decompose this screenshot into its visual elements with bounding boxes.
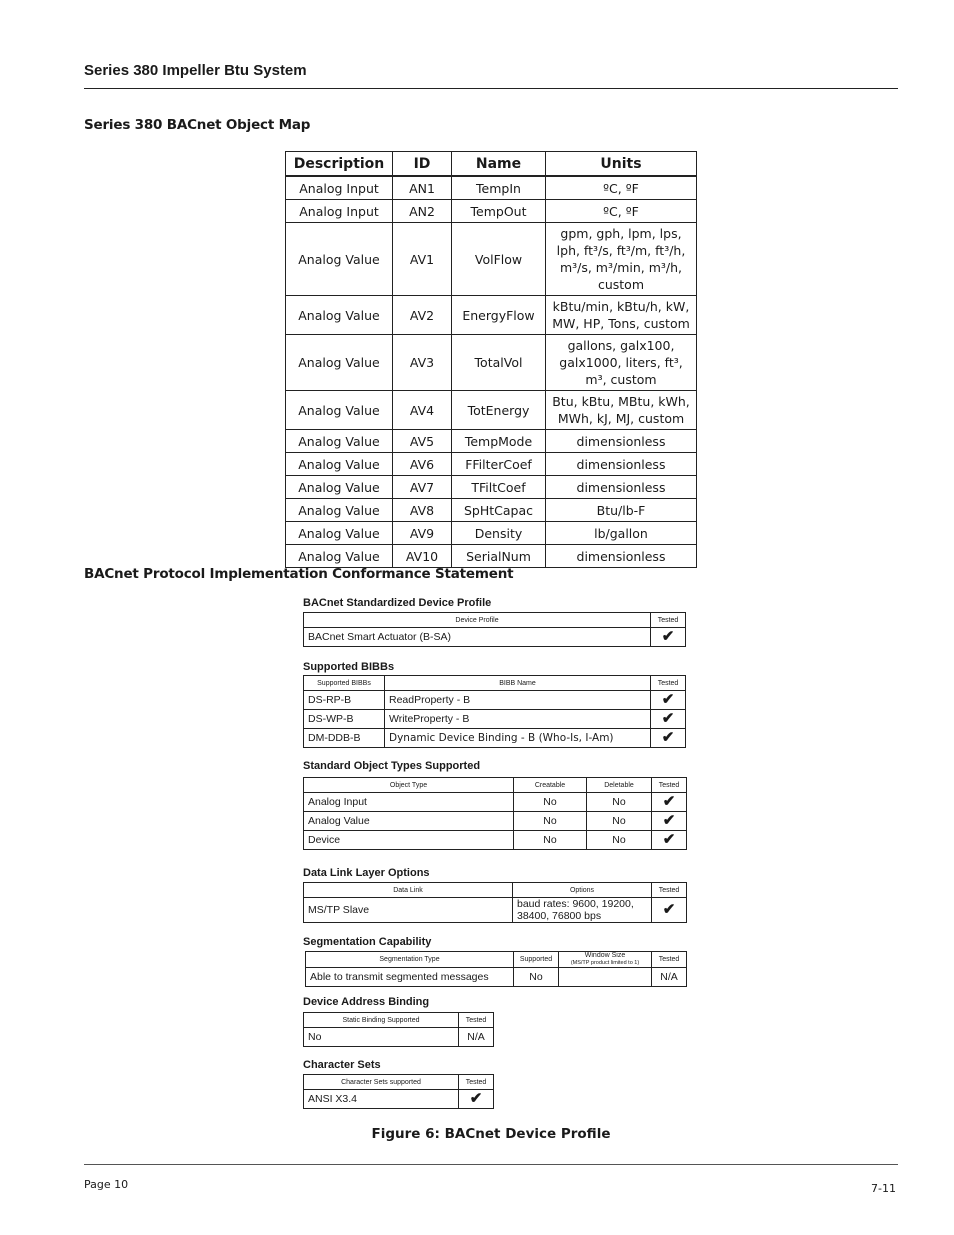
check-icon: ✔	[651, 729, 686, 748]
cell-units: dimensionless	[546, 430, 697, 453]
column-header-id: ID	[393, 152, 452, 177]
column-header: Tested	[652, 778, 687, 793]
footer-divider	[84, 1164, 898, 1165]
table-row	[286, 296, 697, 335]
segmentation-tested: N/A	[652, 968, 687, 987]
check-icon: ✔	[651, 628, 686, 647]
table-row	[286, 476, 697, 499]
object-type: Analog Input	[304, 793, 514, 812]
table-row	[286, 335, 697, 391]
cell-name: SpHtCapac	[452, 499, 546, 522]
cell-id: AV5	[393, 430, 452, 453]
table-header-row	[306, 952, 687, 968]
cell-description: Analog Value	[286, 476, 393, 499]
table-header-row	[304, 883, 687, 898]
segmentation-supported: No	[514, 968, 559, 987]
table-header-row	[304, 1075, 494, 1090]
page-header-title: Series 380 Impeller Btu System	[84, 62, 307, 79]
segmentation-title: Segmentation Capability	[303, 936, 432, 948]
object-map-title: Series 380 BACnet Object Map	[84, 117, 311, 133]
cell-name: TotalVol	[452, 335, 546, 391]
cell-name: FFilterCoef	[452, 453, 546, 476]
table-row	[306, 968, 687, 987]
table-row	[304, 812, 687, 831]
table-row	[304, 710, 686, 729]
cell-name: SerialNum	[452, 545, 546, 568]
bibb-code: DM-DDB-B	[304, 729, 385, 748]
cell-id: AV3	[393, 335, 452, 391]
character-set-value: ANSI X3.4	[304, 1090, 459, 1109]
column-header: Character Sets supported	[304, 1075, 459, 1090]
cell-name: TempOut	[452, 200, 546, 223]
page-number: Page 10	[84, 1178, 129, 1191]
column-header: Options	[513, 883, 652, 898]
data-link-table	[303, 882, 687, 923]
object-deletable: No	[587, 831, 652, 850]
address-binding-value: No	[304, 1028, 459, 1047]
cell-units: dimensionless	[546, 453, 697, 476]
cell-name: TempMode	[452, 430, 546, 453]
column-header: Supported BIBBs	[304, 676, 385, 691]
table-header-row	[304, 613, 686, 628]
table-row	[286, 453, 697, 476]
bibb-name: Dynamic Device Binding - B (Who-Is, I-Am)	[385, 729, 651, 748]
column-header: Tested	[652, 952, 687, 968]
cell-id: AV6	[393, 453, 452, 476]
cell-units: lb/gallon	[546, 522, 697, 545]
address-binding-title: Device Address Binding	[303, 996, 430, 1008]
cell-id: AN2	[393, 200, 452, 223]
address-binding-tested: N/A	[459, 1028, 494, 1047]
object-deletable: No	[587, 812, 652, 831]
cell-description: Analog Value	[286, 296, 393, 335]
table-row	[286, 176, 697, 200]
address-binding-table	[303, 1012, 494, 1047]
table-row	[304, 1090, 494, 1109]
object-types-title: Standard Object Types Supported	[303, 760, 481, 772]
column-header: Creatable	[514, 778, 587, 793]
table-row	[286, 430, 697, 453]
column-header-description: Description	[286, 152, 393, 177]
cell-description: Analog Value	[286, 223, 393, 296]
column-header: Tested	[652, 883, 687, 898]
bibb-name: WriteProperty - B	[385, 710, 651, 729]
check-icon: ✔	[651, 710, 686, 729]
object-map-body	[286, 176, 697, 568]
check-icon: ✔	[652, 812, 687, 831]
column-header-units: Units	[546, 152, 697, 177]
object-types-table	[303, 777, 687, 850]
character-sets-table	[303, 1074, 494, 1109]
column-header: Static Binding Supported	[304, 1013, 459, 1028]
bibbs-title: Supported BIBBs	[303, 661, 395, 673]
column-header-window-size	[559, 952, 652, 968]
segmentation-window	[559, 968, 652, 987]
column-header: Tested	[459, 1075, 494, 1090]
cell-units: ºC, ºF	[546, 176, 697, 200]
cell-description: Analog Value	[286, 335, 393, 391]
object-map-header-row	[286, 152, 697, 177]
table-row	[286, 522, 697, 545]
object-deletable: No	[587, 793, 652, 812]
check-icon: ✔	[459, 1090, 494, 1109]
bibb-code: DS-WP-B	[304, 710, 385, 729]
column-header: Data Link	[304, 883, 513, 898]
cell-description: Analog Value	[286, 545, 393, 568]
table-row	[286, 391, 697, 430]
table-row	[286, 499, 697, 522]
column-header: Tested	[459, 1013, 494, 1028]
column-header: Tested	[651, 613, 686, 628]
object-map-table	[285, 151, 697, 568]
column-header: Device Profile	[304, 613, 651, 628]
data-link-value: MS/TP Slave	[304, 898, 513, 923]
table-row	[304, 831, 687, 850]
cell-description: Analog Input	[286, 176, 393, 200]
table-row	[286, 223, 697, 296]
cell-name: EnergyFlow	[452, 296, 546, 335]
cell-name: TotEnergy	[452, 391, 546, 430]
cell-id: AV9	[393, 522, 452, 545]
column-header: Deletable	[587, 778, 652, 793]
device-profile-table	[303, 612, 686, 647]
cell-name: TempIn	[452, 176, 546, 200]
segmentation-table	[305, 951, 687, 987]
table-row	[304, 691, 686, 710]
column-header: Segmentation Type	[306, 952, 514, 968]
figure-caption: Figure 6: BACnet Device Profile	[371, 1126, 611, 1142]
cell-name: VolFlow	[452, 223, 546, 296]
data-link-options: baud rates: 9600, 19200, 38400, 76800 bps	[513, 898, 652, 923]
cell-name: TFiltCoef	[452, 476, 546, 499]
cell-units: gpm, gph, lpm, lps, lph, ft³/s, ft³/m, ft³/h, m³/s, m³/min, m³/h, custom	[546, 223, 697, 296]
cell-units: kBtu/min, kBtu/h, kW, MW, HP, Tons, custom	[546, 296, 697, 335]
pics-title: BACnet Protocol Implementation Conformance Statement	[84, 566, 514, 582]
cell-description: Analog Value	[286, 430, 393, 453]
table-header-row	[304, 778, 687, 793]
table-row	[304, 898, 687, 923]
cell-id: AV10	[393, 545, 452, 568]
cell-units: dimensionless	[546, 545, 697, 568]
cell-units: Btu, kBtu, MBtu, kWh, MWh, kJ, MJ, custom	[546, 391, 697, 430]
table-row	[304, 793, 687, 812]
table-row	[304, 1028, 494, 1047]
cell-id: AV7	[393, 476, 452, 499]
window-size-label: Window Size	[584, 952, 626, 959]
check-icon: ✔	[652, 793, 687, 812]
device-profile-title: BACnet Standardized Device Profile	[303, 597, 492, 609]
column-header: Supported	[514, 952, 559, 968]
cell-units: Btu/lb-F	[546, 499, 697, 522]
cell-id: AV1	[393, 223, 452, 296]
table-header-row	[304, 1013, 494, 1028]
check-icon: ✔	[652, 898, 687, 923]
cell-description: Analog Input	[286, 200, 393, 223]
object-creatable: No	[514, 793, 587, 812]
cell-id: AV4	[393, 391, 452, 430]
segmentation-type: Able to transmit segmented messages	[306, 968, 514, 987]
cell-name: Density	[452, 522, 546, 545]
data-link-title: Data Link Layer Options	[303, 867, 430, 879]
device-profile-value: BACnet Smart Actuator (B-SA)	[304, 628, 651, 647]
cell-id: AV2	[393, 296, 452, 335]
cell-description: Analog Value	[286, 453, 393, 476]
document-number: 7-11	[871, 1182, 896, 1195]
cell-description: Analog Value	[286, 522, 393, 545]
object-type: Device	[304, 831, 514, 850]
object-creatable: No	[514, 831, 587, 850]
header-divider	[84, 88, 898, 89]
cell-description: Analog Value	[286, 499, 393, 522]
table-row	[286, 545, 697, 568]
window-size-note: (MS/TP product limited to 1)	[570, 960, 640, 966]
column-header: Object Type	[304, 778, 514, 793]
cell-units: gallons, galx100, galx1000, liters, ft³, m³, custom	[546, 335, 697, 391]
table-row	[304, 628, 686, 647]
cell-description: Analog Value	[286, 391, 393, 430]
table-row	[286, 200, 697, 223]
column-header: BIBB Name	[385, 676, 651, 691]
check-icon: ✔	[651, 691, 686, 710]
object-type: Analog Value	[304, 812, 514, 831]
cell-units: ºC, ºF	[546, 200, 697, 223]
table-header-row	[304, 676, 686, 691]
cell-id: AN1	[393, 176, 452, 200]
check-icon: ✔	[652, 831, 687, 850]
column-header: Tested	[651, 676, 686, 691]
bibb-name: ReadProperty - B	[385, 691, 651, 710]
column-header-name: Name	[452, 152, 546, 177]
cell-units: dimensionless	[546, 476, 697, 499]
bibbs-table	[303, 675, 686, 748]
bibb-code: DS-RP-B	[304, 691, 385, 710]
table-row	[304, 729, 686, 748]
cell-id: AV8	[393, 499, 452, 522]
character-sets-title: Character Sets	[303, 1059, 381, 1071]
object-creatable: No	[514, 812, 587, 831]
